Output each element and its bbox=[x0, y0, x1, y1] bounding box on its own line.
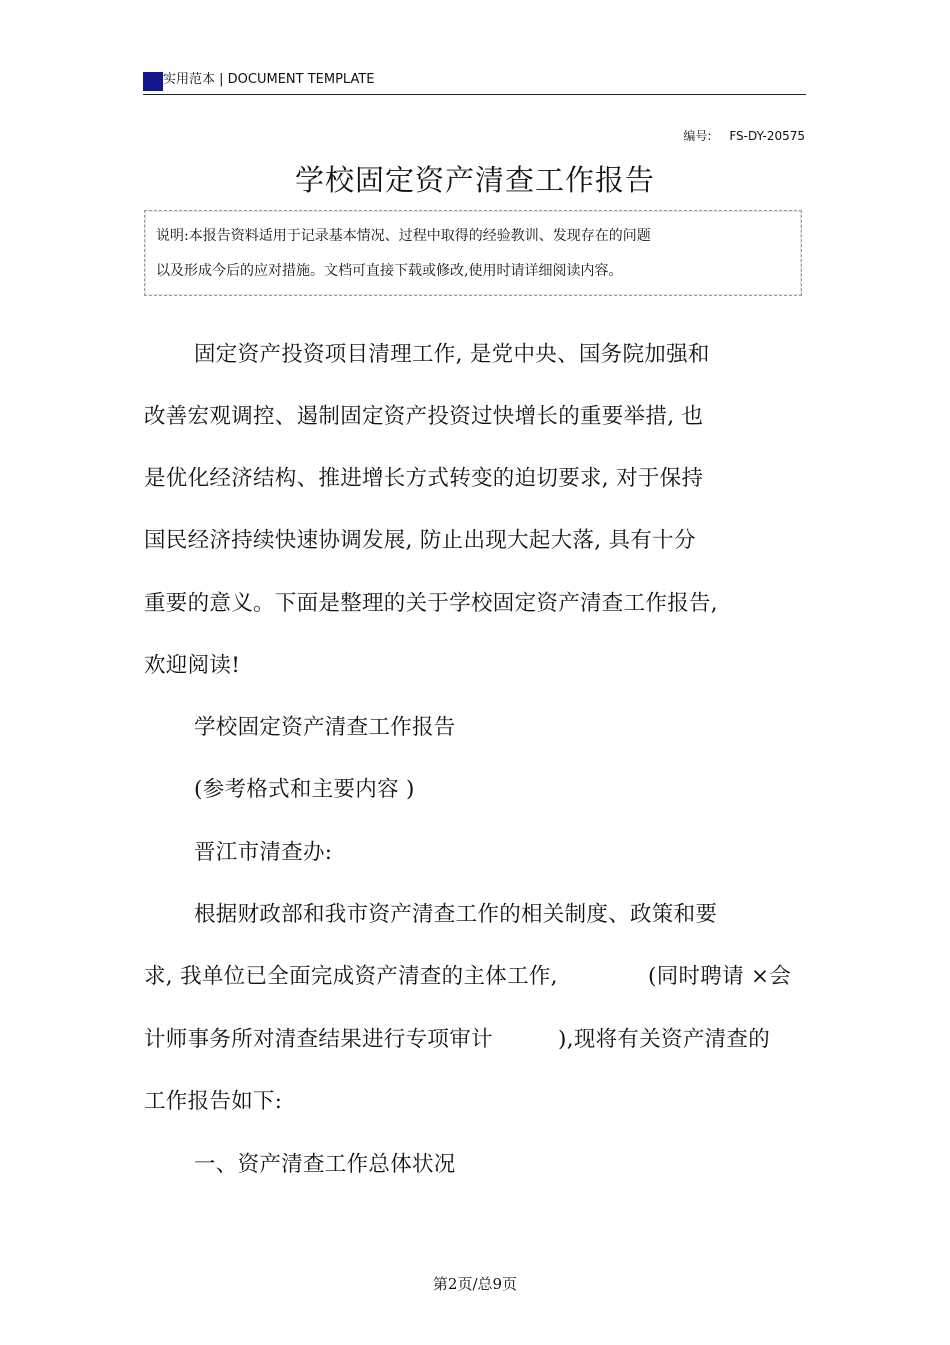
document-number-value: FS-DY-20575 bbox=[729, 129, 805, 143]
body-line: 计师事务所对清查结果进行专项审计 bbox=[144, 1027, 493, 1052]
body-line: 学校固定资产清查工作报告 bbox=[194, 715, 456, 740]
header-text: 实用范本 | DOCUMENT TEMPLATE bbox=[163, 72, 375, 87]
body-line: 晋江市清查办: bbox=[194, 840, 333, 865]
body-line: ),现将有关资产清查的 bbox=[558, 1027, 771, 1052]
section-heading: 一、资产清查工作总体状况 bbox=[194, 1152, 456, 1177]
body-line: 改善宏观调控、遏制固定资产投资过快增长的重要举措, 也 bbox=[144, 404, 704, 429]
body-line: 国民经济持续快速协调发展, 防止出现大起大落, 具有十分 bbox=[144, 528, 696, 553]
body-line: 工作报告如下: bbox=[144, 1089, 283, 1114]
body-line: (参考格式和主要内容 ) bbox=[194, 777, 415, 802]
body-line: 重要的意义。下面是整理的关于学校固定资产清查工作报告, bbox=[144, 591, 718, 616]
body-line: (同时聘请 ×会 bbox=[648, 964, 792, 989]
page-footer: 第2页/总9页 bbox=[432, 1275, 518, 1293]
body-line: 求, 我单位已全面完成资产清查的主体工作, bbox=[144, 964, 558, 989]
body-line: 是优化经济结构、推进增长方式转变的迫切要求, 对于保持 bbox=[144, 466, 704, 491]
notice-line-2: 以及形成今后的应对措施。文档可直接下载或修改,使用时请详细阅读内容。 bbox=[156, 263, 623, 279]
notice-line-1: 说明:本报告资料适用于记录基本情况、过程中取得的经验教训、发现存在的问题 bbox=[156, 228, 651, 244]
document-number-label: 编号: bbox=[683, 129, 712, 143]
document-title: 学校固定资产清查工作报告 bbox=[294, 163, 655, 197]
body-line: 欢迎阅读! bbox=[144, 653, 241, 678]
body-line: 固定资产投资项目清理工作, 是党中央、国务院加强和 bbox=[194, 342, 710, 367]
body-line: 根据财政部和我市资产清查工作的相关制度、政策和要 bbox=[194, 902, 718, 927]
